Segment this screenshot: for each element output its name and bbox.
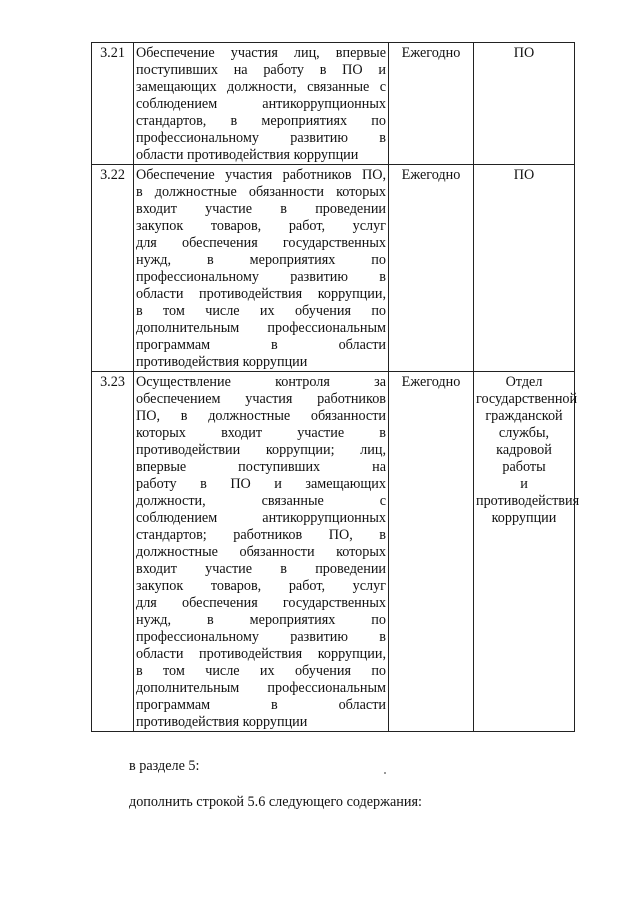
section-reference-text: в разделе 5:: [129, 758, 200, 774]
description-line: впервые поступивших на: [136, 459, 386, 475]
description-line: Осуществление контроля за: [136, 374, 386, 390]
description-line: области противодействия коррупции: [136, 147, 359, 163]
description-line: закупок товаров, работ, услуг: [136, 218, 386, 234]
row-responsible: [474, 372, 580, 732]
table-row: [92, 372, 575, 732]
description-line: противодействия коррупции: [136, 714, 308, 730]
description-line: закупок товаров, работ, услуг: [136, 578, 386, 594]
row-number: 3.21: [92, 43, 134, 165]
description-line: входит участие в проведении: [136, 561, 386, 577]
description-line: Обеспечение участия лиц, впервые: [136, 45, 386, 61]
responsible-line: и: [520, 476, 528, 492]
responsible-line: ПО: [513, 167, 535, 183]
row-description: [134, 372, 389, 732]
description-line: профессиональному развитию в: [136, 269, 386, 285]
description-line: противодействии коррупции; лиц,: [136, 442, 386, 458]
description-line: противодействия коррупции: [136, 354, 308, 370]
responsible-line: государственной: [476, 391, 578, 407]
description-line: области противодействия коррупции,: [136, 646, 386, 662]
description-line: ПО, в должностные обязанности: [136, 408, 386, 424]
table-row: [92, 165, 575, 372]
description-line: входит участие в проведении: [136, 201, 386, 217]
description-line: стандартов; работников ПО, в: [136, 527, 386, 543]
responsible-line: противодействия: [476, 493, 580, 509]
description-line: нужд, в мероприятиях по: [136, 612, 386, 628]
description-line: обеспечением участия работников: [136, 391, 386, 407]
row-number: 3.23: [92, 372, 134, 732]
description-line: должности, связанные с: [136, 493, 386, 509]
row-responsible: [474, 43, 575, 165]
row-description: [134, 165, 389, 372]
row-description: [134, 43, 389, 165]
description-line: дополнительным профессиональным: [136, 680, 386, 696]
row-responsible: [474, 165, 575, 372]
description-line: соблюдением антикоррупционных: [136, 510, 386, 526]
row-period: Ежегодно: [389, 43, 474, 165]
scan-speck: [384, 772, 386, 774]
description-line: замещающих должности, связанные с: [136, 79, 386, 95]
description-line: соблюдением антикоррупционных: [136, 96, 386, 112]
table-row: [92, 43, 575, 165]
description-line: нужд, в мероприятиях по: [136, 252, 386, 268]
description-line: программам в области: [136, 337, 386, 353]
description-line: области противодействия коррупции,: [136, 286, 386, 302]
description-line: стандартов, в мероприятиях по: [136, 113, 386, 129]
description-line: которых входит участие в: [136, 425, 386, 441]
responsible-line: ПО: [513, 45, 535, 61]
table-body: [92, 43, 580, 732]
description-line: для обеспечения государственных: [136, 595, 386, 611]
description-line: в должностные обязанности которых: [136, 184, 386, 200]
description-line: работу в ПО и замещающих: [136, 476, 386, 492]
description-line: для обеспечения государственных: [136, 235, 386, 251]
responsible-line: кадровой работы: [496, 442, 552, 475]
amendment-instruction-text: дополнить строкой 5.6 следующего содержания:: [129, 794, 422, 810]
description-line: дополнительным профессиональным: [136, 320, 386, 336]
description-line: программам в области: [136, 697, 386, 713]
responsible-line: службы,: [498, 425, 550, 441]
row-number: 3.22: [92, 165, 134, 372]
description-line: должностные обязанности которых: [136, 544, 386, 560]
description-line: Обеспечение участия работников ПО,: [136, 167, 386, 183]
description-line: поступивших на работу в ПО и: [136, 62, 386, 78]
responsible-line: гражданской: [485, 408, 563, 424]
description-line: в том числе их обучения по: [136, 303, 386, 319]
responsible-line: коррупции: [491, 510, 557, 526]
measures-table: [91, 42, 580, 732]
description-line: профессиональному развитию в: [136, 130, 386, 146]
row-period: Ежегодно: [389, 165, 474, 372]
row-period: Ежегодно: [389, 372, 474, 732]
description-line: профессиональному развитию в: [136, 629, 386, 645]
responsible-line: Отдел: [505, 374, 543, 390]
description-line: в том числе их обучения по: [136, 663, 386, 679]
